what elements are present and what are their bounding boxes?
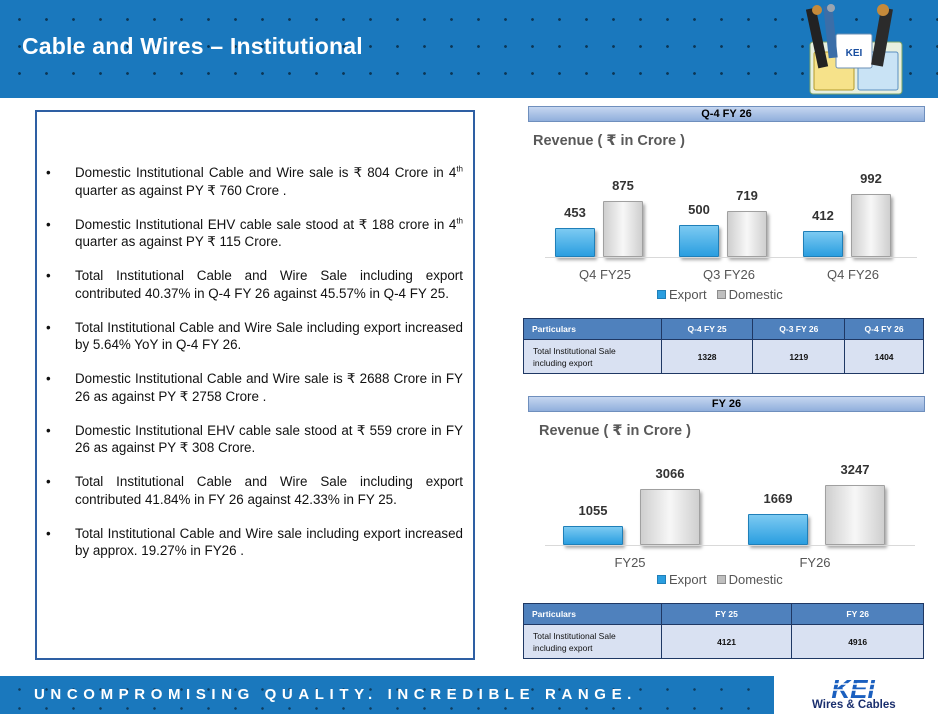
table-header-row	[524, 319, 924, 340]
data-label: 1669	[763, 491, 793, 507]
highlight-text: Total Institutional Cable and Wire Sale including export increased by 5.64% YoY in Q-4 FY 26.	[75, 319, 463, 352]
year-chart-legend	[657, 572, 783, 587]
highlight-item	[37, 370, 473, 405]
table-row	[524, 625, 924, 659]
legend-item-export	[657, 287, 707, 302]
data-label: 1055	[578, 502, 608, 518]
ordinal-suffix: th	[456, 216, 463, 226]
domestic-bar-q4-fy26	[851, 194, 891, 257]
year-sales-table	[523, 603, 924, 659]
chart-baseline	[545, 545, 915, 546]
bullet-icon: •	[46, 268, 51, 283]
highlight-text: Domestic Institutional EHV cable sale stood at ₹ 559 crore in FY 26 as against PY ₹ 308 Crore.	[75, 422, 463, 455]
export-bar-q4-fy26	[803, 231, 843, 257]
highlight-item	[37, 319, 473, 354]
brand-subtitle: Wires & Cables	[812, 699, 896, 711]
legend-label: Export	[669, 572, 707, 587]
highlight-item	[37, 473, 473, 508]
year-chart-title: Revenue ( ₹ in Crore )	[539, 423, 691, 439]
bullet-icon: •	[46, 525, 51, 541]
highlight-text: Domestic Institutional EHV cable sale stood at ₹ 188 crore in 4	[75, 216, 457, 232]
table-cell: 1404	[845, 340, 924, 374]
export-bar-q4-fy25	[555, 228, 595, 257]
table-header-row	[524, 604, 924, 625]
domestic-bar-q4-fy25	[603, 201, 643, 257]
legend-label: Domestic	[728, 572, 783, 587]
table-header-cell: Q-4 FY 26	[845, 319, 924, 340]
highlight-text: Domestic Institutional Cable and Wire sale is ₹ 2688 Crore in FY 26 as against PY ₹ 2758 Crore .	[75, 371, 463, 404]
table-cell: 4121	[661, 625, 792, 659]
ordinal-suffix: th	[456, 164, 463, 174]
data-label: 719	[736, 187, 758, 203]
table-row-label: Total Institutional Sale including export	[524, 340, 662, 374]
bullet-icon: •	[46, 216, 51, 232]
header-banner	[0, 0, 938, 98]
data-label: 412	[812, 207, 834, 223]
data-label: 3066	[655, 465, 685, 481]
category-label: Q4 FY26	[826, 267, 880, 282]
quarter-section-heading: Q-4 FY 26	[528, 106, 925, 122]
table-header-cell: Q-3 FY 26	[753, 319, 845, 340]
legend-item-export	[657, 572, 707, 587]
table-row-label: Total Institutional Sale including export	[524, 625, 662, 659]
quarter-sales-table	[523, 318, 924, 374]
domestic-bar-q3-fy26	[727, 211, 767, 257]
year-section-heading: FY 26	[528, 396, 925, 412]
highlight-text: Total Institutional Cable and Wire Sale including export contributed 40.37% in Q-4 FY 26 against 45.57% in Q-4 FY 25.	[75, 268, 463, 301]
data-label: 992	[860, 170, 882, 186]
highlight-text: Total Institutional Cable and Wire sale including export increased by approx. 19.27% in FY26 .	[75, 525, 463, 558]
category-label: FY26	[799, 555, 831, 570]
svg-text:KEI: KEI	[845, 48, 863, 59]
data-label: 3247	[840, 462, 870, 478]
table-header-cell: FY 26	[792, 604, 924, 625]
data-label: 453	[564, 205, 586, 220]
export-bar-q3-fy26	[679, 225, 719, 257]
bullet-icon: •	[46, 422, 51, 438]
quarter-chart-legend	[657, 287, 783, 302]
highlight-text: Domestic Institutional Cable and Wire sale is ₹ 804 Crore in 4	[75, 165, 457, 180]
table-header-cell: Particulars	[524, 604, 662, 625]
highlights-panel	[35, 110, 475, 660]
page-title: Cable and Wires – Institutional	[22, 33, 363, 59]
highlight-text-cont: quarter as against PY ₹ 760 Crore .	[75, 182, 287, 198]
highlight-item	[37, 216, 473, 251]
table-header-cell: Q-4 FY 25	[661, 319, 753, 340]
table-cell: 1328	[661, 340, 753, 374]
export-bar-fy25	[563, 526, 623, 545]
quarter-chart-title: Revenue ( ₹ in Crore )	[533, 133, 685, 149]
data-label: 500	[688, 202, 710, 217]
category-label: Q3 FY26	[702, 267, 756, 282]
domestic-bar-fy25	[640, 489, 700, 545]
legend-label: Export	[669, 287, 707, 302]
domestic-bar-fy26	[825, 485, 885, 545]
highlight-text: Total Institutional Cable and Wire Sale including export contributed 41.84% in FY 26 against 42.33% in FY 25.	[75, 474, 463, 507]
highlight-item	[37, 422, 473, 457]
legend-item-domestic	[717, 572, 783, 587]
highlight-item	[37, 164, 473, 199]
data-label: 875	[612, 178, 634, 193]
table-cell: 4916	[792, 625, 924, 659]
table-header-cell: Particulars	[524, 319, 662, 340]
highlight-text-cont: quarter as against PY ₹ 115 Crore.	[75, 234, 282, 249]
domestic-swatch-icon	[717, 290, 726, 299]
table-row	[524, 340, 924, 374]
chart-baseline	[545, 257, 917, 258]
highlight-item	[37, 267, 473, 302]
svg-text:KEI: KEI	[831, 676, 875, 704]
category-label: FY25	[614, 555, 646, 570]
legend-label: Domestic	[728, 287, 783, 302]
bullet-icon: •	[46, 165, 51, 180]
bullet-icon: •	[46, 319, 51, 335]
bullet-icon: •	[46, 371, 51, 386]
export-swatch-icon	[657, 575, 666, 584]
cable-product-image	[806, 4, 906, 96]
table-header-cell: FY 25	[661, 604, 792, 625]
table-cell: 1219	[753, 340, 845, 374]
footer-banner	[0, 676, 774, 714]
domestic-swatch-icon	[717, 575, 726, 584]
highlight-item	[37, 525, 473, 560]
export-swatch-icon	[657, 290, 666, 299]
highlights-list	[37, 164, 473, 576]
bullet-icon: •	[46, 474, 51, 489]
category-label: Q4 FY25	[578, 267, 632, 282]
legend-item-domestic	[717, 287, 783, 302]
brand-tagline: UNCOMPROMISING QUALITY. INCREDIBLE RANGE.	[34, 686, 637, 703]
export-bar-fy26	[748, 514, 808, 545]
